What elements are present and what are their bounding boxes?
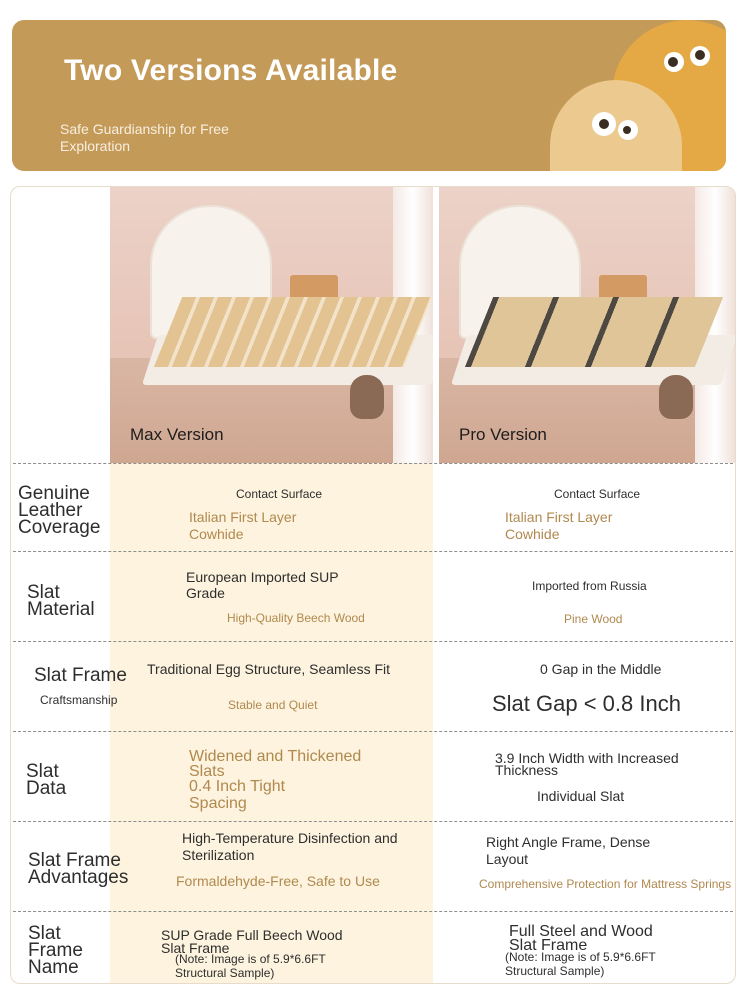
max-leather-secondary: Italian First Layer Cowhide bbox=[189, 509, 297, 542]
page-title: Two Versions Available bbox=[64, 54, 398, 87]
row-divider bbox=[13, 641, 733, 642]
max-adv-primary: High-Temperature Disinfection and Sterilization bbox=[182, 830, 398, 863]
pro-version-image bbox=[439, 187, 735, 463]
pro-name-note: (Note: Image is of 5.9*6.6FT Structural Sample) bbox=[505, 950, 656, 978]
max-version-caption: Max Version bbox=[130, 425, 224, 444]
row-label-slat-data: Slat Data bbox=[26, 761, 67, 799]
row-label-frame-name: Slat Frame Name bbox=[28, 923, 83, 978]
max-leather-primary: Contact Surface bbox=[236, 487, 323, 501]
row-divider bbox=[13, 911, 733, 912]
max-version-image bbox=[110, 187, 433, 463]
row-divider bbox=[13, 731, 733, 732]
row-label-material: Slat Material bbox=[27, 582, 95, 620]
pro-leather-primary: Contact Surface bbox=[554, 487, 641, 501]
pro-leather-secondary: Italian First Layer Cowhide bbox=[505, 509, 613, 542]
row-label-frame-craft: Slat Frame bbox=[34, 665, 127, 686]
pro-name-primary: Full Steel and Wood Slat Frame bbox=[509, 923, 653, 954]
pro-adv-primary: Right Angle Frame, Dense Layout bbox=[486, 834, 651, 867]
max-craft-secondary: Stable and Quiet bbox=[228, 698, 318, 712]
pro-version-caption: Pro Version bbox=[459, 425, 547, 444]
max-data-primary: Widened and Thickened Slats bbox=[189, 748, 362, 780]
row-label-leather: Genuine Leather Coverage bbox=[18, 483, 101, 538]
row-divider bbox=[13, 551, 733, 552]
max-data-secondary: 0.4 Inch Tight Spacing bbox=[189, 778, 286, 812]
max-adv-secondary: Formaldehyde-Free, Safe to Use bbox=[176, 873, 380, 889]
max-material-secondary: High-Quality Beech Wood bbox=[227, 611, 365, 625]
row-label-frame-craft-sub: Craftsmanship bbox=[40, 693, 118, 707]
pro-craft-secondary: Slat Gap < 0.8 Inch bbox=[492, 691, 681, 716]
pro-craft-primary: 0 Gap in the Middle bbox=[540, 661, 662, 677]
max-craft-primary: Traditional Egg Structure, Seamless Fit bbox=[147, 661, 391, 677]
pro-material-secondary: Pine Wood bbox=[564, 612, 623, 626]
pro-material-primary: Imported from Russia bbox=[532, 579, 647, 593]
page-subtitle: Safe Guardianship for Free Exploration bbox=[60, 121, 229, 154]
row-label-advantages: Slat Frame Advantages bbox=[28, 850, 129, 888]
pro-data-secondary: Individual Slat bbox=[537, 788, 625, 804]
header-banner bbox=[12, 20, 726, 171]
max-material-primary: European Imported SUP Grade bbox=[186, 569, 339, 601]
max-name-primary: SUP Grade Full Beech Wood Slat Frame bbox=[161, 927, 343, 956]
comparison-table bbox=[10, 186, 736, 984]
pro-adv-secondary: Comprehensive Protection for Mattress Springs bbox=[479, 877, 732, 891]
max-name-note: (Note: Image is of 5.9*6.6FT Structural Sample) bbox=[175, 952, 326, 980]
row-divider bbox=[13, 821, 733, 822]
row-divider bbox=[13, 463, 733, 464]
pro-data-primary: 3.9 Inch Width with Increased Thickness bbox=[495, 750, 679, 778]
